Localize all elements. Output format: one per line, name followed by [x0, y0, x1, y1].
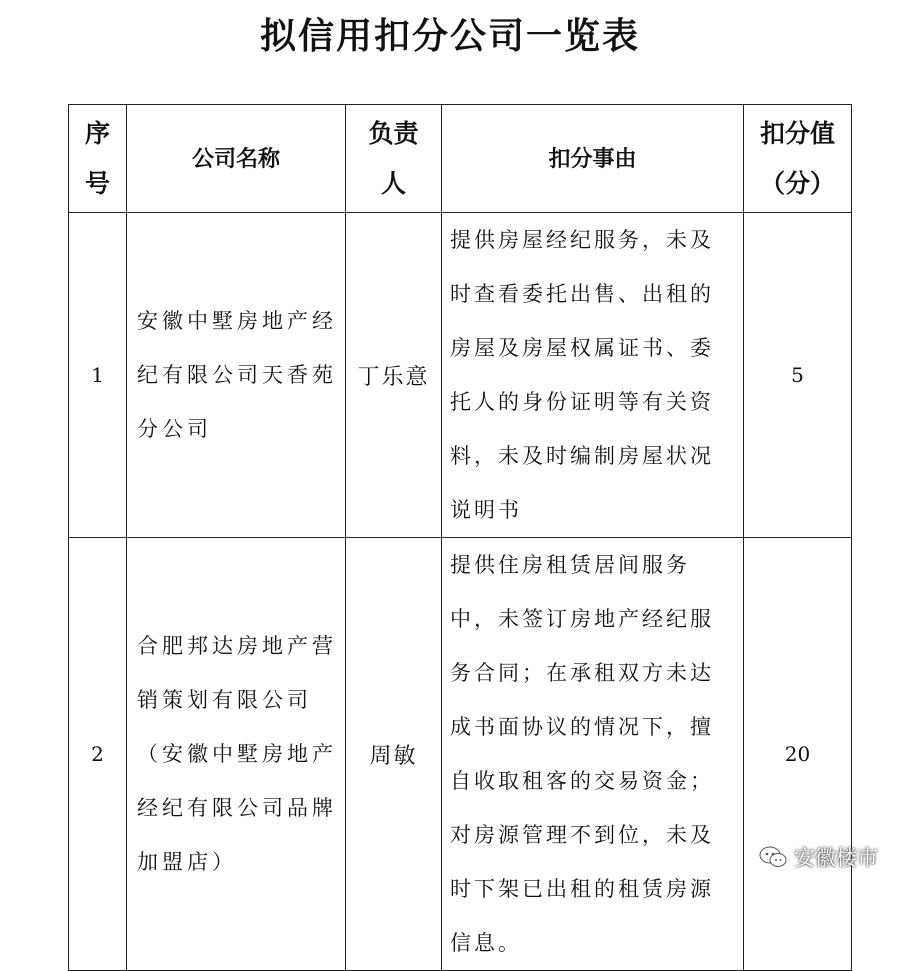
watermark-text: 安徽楼市 [794, 846, 878, 870]
row-points: 5 [744, 213, 852, 538]
header-index: 序号 [69, 105, 127, 213]
table-row [69, 538, 852, 971]
header-reason: 扣分事由 [442, 105, 744, 213]
row-person: 周敏 [346, 538, 442, 971]
header-company: 公司名称 [127, 105, 346, 213]
table-row [69, 213, 852, 538]
row-person: 丁乐意 [346, 213, 442, 538]
row-index: 2 [69, 538, 127, 971]
page-title: 拟信用扣分公司一览表 [259, 15, 640, 57]
row-points: 20 [744, 538, 852, 971]
header-points: 扣分值（分） [744, 105, 852, 213]
header-row [69, 105, 852, 213]
row-index: 1 [69, 213, 127, 538]
deduction-table [68, 104, 852, 971]
wechat-icon [758, 845, 788, 869]
row-reason: 提供房屋经纪服务，未及时查看委托出售、出租的房屋及房屋权属证书、委托人的身份证明等有关资料，未及时编制房屋状况说明书 [442, 213, 744, 538]
row-company: 安徽中墅房地产经纪有限公司天香苑分公司 [127, 213, 346, 538]
row-reason: 提供住房租赁居间服务中，未签订房地产经纪服务合同；在承租双方未达成书面协议的情况下，擅自收取租客的交易资金；对房源管理不到位，未及时下架已出租的租赁房源信息。 [442, 538, 744, 971]
watermark [758, 842, 878, 872]
header-person: 负责人 [346, 105, 442, 213]
row-company: 合肥邦达房地产营销策划有限公司（安徽中墅房地产经纪有限公司品牌加盟店） [127, 538, 346, 971]
